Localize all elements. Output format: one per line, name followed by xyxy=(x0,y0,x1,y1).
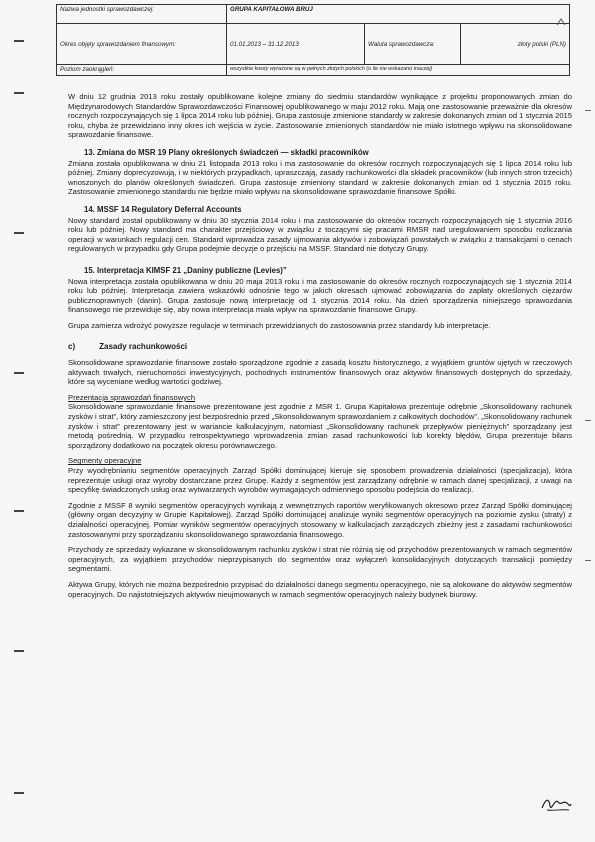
subheading-presentation: Prezentacja sprawozdań finansowych xyxy=(68,392,196,402)
paragraph: Przychody ze sprzedaży wykazane w skonsolidowanym rachunku zysków i strat nie różnią się od przychodów prezentowanych w ramach segmentów operacyjnych, za wyjątkiem przychodów nieprzypisanych do segmentów oraz wyłączeń konsolidacyjnych dotyczących transakcji pomiędzy segmentami. xyxy=(68,545,572,574)
currency-value: złoty polski (PLN) xyxy=(517,40,566,48)
subheading-segments: Segmenty operacyjne xyxy=(68,456,142,466)
paragraph: Skonsolidowane sprawozdanie finansowe prezentowane jest zgodnie z MSR 1. Grupa Kapitałowa prezentuje odrębnie „Skonsolidowany rachunek zysków i strat”, który zamieszczony jest bezpośrednio przed „Skonsolidowanym sprawozdaniem z całkowitych dochodów”. „Skonsolidowany rachunek zysków i strat” prezentowany jest w wariancie kalkulacyjnym, natomiast „Skonsolidowany rachunek przepływów pieniężnych” sporządzany jest metodą pośrednią. W przypadku retrospektywnego wprowadzenia zmian zasad rachunkowości lub korekty błędów, Grupa prezentuje bilans sporządzony dodatkowo na początek okresu porównawczego. xyxy=(68,402,572,450)
paragraph: Skonsolidowane sprawozdanie finansowe zostało sporządzone zgodnie z zasadą kosztu historycznego, z wyjątkiem gruntów ujętych w rzeczowych aktywach trwałych, nieruchomości inwestycyjnych, pochodnych instrumentów finansowych oraz aktywów finansowych dostępnych do sprzedaży, które są wyceniane według wartości godziwej. xyxy=(68,358,572,387)
initials-signature-icon xyxy=(539,794,573,814)
margin-tick xyxy=(585,560,591,561)
paragraph: Zmiana została opublikowana w dniu 21 listopada 2013 roku i ma zastosowanie do okresów rocznych rozpoczynających się 1 lipca 2014 roku lub później. Zmiany doprecyzowują, i w niektórych przypadkach, upraszczają, zasady rachunkowości dla składek pracowników (lub innych stron trzecich) wnoszonych do planów określonych świadczeń. Grupa zastosuje zmieniony standard w zakresie dokonanych zmian od 1 stycznia 2015 roku. Zastosowanie zmienionego standardu nie będzie miało wpływu na skonsolidowane sprawozdanie finansowe Spółki. xyxy=(68,158,572,197)
header-row-entity xyxy=(57,5,569,24)
period-label: Okres objęty sprawozdaniem finansowym: xyxy=(57,24,227,64)
section-heading-13: 13. Zmiana do MSR 19 Plany określonych świadczeń — składki pracowników xyxy=(84,147,369,157)
section-heading-14: 14. MSSF 14 Regulatory Deferral Accounts xyxy=(84,204,242,214)
margin-tick xyxy=(585,420,591,421)
paragraph: Zgodnie z MSSF 8 wyniki segmentów operacyjnych wynikają z wewnętrznych raportów weryfikowanych okresowo przez Zarząd Spółki dominującej (główny organ decyzyjny w Grupie Kapitałowej). Zarząd Spółki dominującej analizuje wyniki segmentów operacyjnych na poziomie zysku (straty) z działalności operacyjnej. Pomiar wyników segmentów operacyjnych stosowany w kalkulacjach zarządczych zbieżny jest z zasadami rachunkowości zastosowanymi przy sporządzaniu skonsolidowanego sprawozdania finansowego. xyxy=(68,500,572,539)
section-heading-15: 15. Interpretacja KIMSF 21 „Daniny publiczne (Levies)” xyxy=(84,265,287,275)
entity-value-text: GRUPA KAPITAŁOWA BRUJ xyxy=(230,6,313,13)
margin-tick xyxy=(14,40,24,42)
header-row-rounding xyxy=(57,65,569,75)
paragraph: W dniu 12 grudnia 2013 roku zostały opublikowane kolejne zmiany do siedmiu standardów wynikające z projektu proponowanych zmian do Międzynarodowych Standardów Sprawozdawczości Finansowej opublikowanego w maju 2012 roku. Mają one zastosowanie przeważnie dla okresów rocznych rozpoczynających się 1 lipca 2014 roku lub później. Grupa zastosuje zmienione standardy w zakresie dokonanych zmian od 1 stycznia 2015 roku, chyba że przewidziano inny okres ich wejścia w życie. Zastosowanie zmienionych standardów nie miało istotnego wpływu na skonsolidowane sprawozdanie finansowe. xyxy=(68,92,572,140)
margin-tick xyxy=(14,510,24,512)
document-body xyxy=(68,92,572,605)
currency-label: Waluta sprawozdawcza: xyxy=(365,24,461,64)
rounding-label: Poziom zaokrągleń: xyxy=(57,65,227,75)
margin-tick xyxy=(14,92,24,94)
margin-tick xyxy=(14,372,24,374)
entity-label: Nazwa jednostki sprawozdawczej: xyxy=(57,5,227,23)
margin-tick xyxy=(14,650,24,652)
period-value: 01.01.2013 – 31.12.2013 xyxy=(227,24,365,64)
paragraph: Nowa interpretacja została opublikowana w dniu 20 maja 2013 roku i ma zastosowanie do okresów rocznych rozpoczynających się 1 stycznia 2014 roku lub później. Interpretacja zawiera wskazówki odnośnie tego w jakich okresach ujmować zobowiązania do zapłaty określonych ciężarów publicznoprawnych (danin). Grupa zastosuje nową interpretację od 1 stycznia 2014 roku. Na dzień sporządzenia niniejszego sprawozdania finansowego nie przewiduje się, aby nowa interpretacja miała wpływ na sprawozdanie finansowe Grupy. xyxy=(68,276,572,315)
paragraph: Przy wyodrębnianiu segmentów operacyjnych Zarząd Spółki dominującej kieruje się sposobem prowadzenia działalności (specjalizacja), która reprezentuje usługi oraz wyroby dostarczane przez Grupę. Każdy z segmentów jest zarządzany odrębnie w ramach danej specjalizacji, z uwagi na specyfikę świadczonych usług oraz wytwarzanych wyrobów wymagających odmiennego sposobu podejścia do realizacji. xyxy=(68,466,572,495)
paragraph: Aktywa Grupy, których nie można bezpośrednio przypisać do działalności danego segmentu operacyjnego, nie są alokowane do aktywów segmentów operacyjnych. Do najistotniejszych aktywów nieujmowanych w ramach segmentów operacyjnych należy budynek biurowy. xyxy=(68,579,572,599)
paragraph: Grupa zamierza wdrożyć powyższe regulacje w terminach przewidzianych do zastosowania przez standardy lub interpretacje. xyxy=(68,320,491,330)
corner-mark-icon xyxy=(555,16,567,28)
header-row-period xyxy=(57,24,569,65)
margin-tick xyxy=(14,792,24,794)
report-header-table xyxy=(56,4,570,76)
entity-value xyxy=(227,5,569,23)
section-letter: c) xyxy=(68,342,76,352)
section-title: Zasady rachunkowości xyxy=(99,342,188,352)
margin-tick xyxy=(14,232,24,234)
margin-tick xyxy=(585,110,591,111)
paragraph: Nowy standard został opublikowany w dniu 30 stycznia 2014 roku i ma zastosowanie do okresów rocznych rozpoczynających się 1 stycznia 2016 roku lub później. Nowy standard ma charakter przejściowy w związku z toczącymi się pracami RMSR nad uregulowaniem sposobu rozliczania operacji w warunkach regulacji cen. Standard wprowadza zasady ujmowania aktywów i zobowiązań powstałych w związku z transakcjami o cenach regulowanych w przypadku gdy Grupa podejmie decyzje o przejściu na MSSF. Standard nie dotyczy Grupy. xyxy=(68,215,572,254)
section-heading-c xyxy=(68,342,572,352)
rounding-value: wszystkie kwoty wyrażone są w pełnych złotych polskich (o ile nie wskazano inaczej) xyxy=(230,66,433,72)
